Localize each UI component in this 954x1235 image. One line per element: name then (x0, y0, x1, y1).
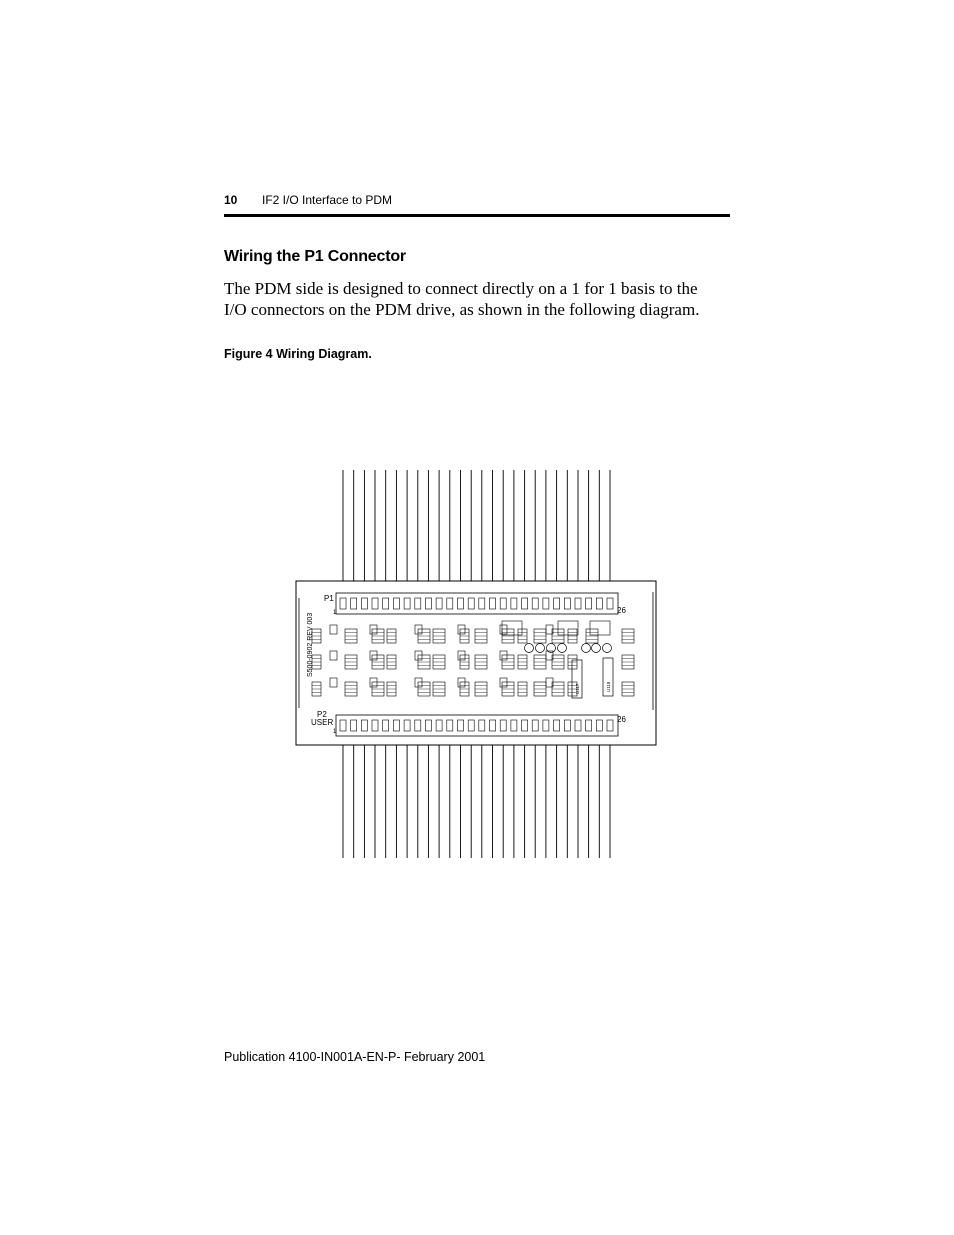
body-paragraph: The PDM side is designed to connect directly on a 1 for 1 basis to the I/O connectors on the PDM drive, as shown in the following diagram. (224, 279, 700, 319)
chip-u117-label: U117 (575, 683, 580, 694)
p2-label: P2 (317, 710, 327, 719)
p2-pin-last: 26 (617, 715, 626, 724)
p2-wires (343, 727, 610, 858)
section-title: Wiring the P1 Connector (224, 248, 406, 265)
running-title: IF2 I/O Interface to PDM (262, 193, 393, 207)
p1-label: P1 (324, 594, 334, 603)
publication-footer: Publication 4100-IN001A-EN-P- February 2001 (224, 1050, 486, 1064)
figure-caption: Figure 4 Wiring Diagram. (224, 347, 372, 361)
page-number: 10 (224, 193, 238, 207)
p1-pin-first: 1 (333, 610, 337, 616)
user-label: USER (311, 718, 334, 727)
page-header (224, 193, 730, 209)
board-side-label: S500-0902 REV 003 (307, 612, 314, 677)
header-rule (224, 214, 730, 217)
chip-u118-label: U118 (606, 681, 611, 692)
wiring-diagram (290, 465, 662, 865)
p1-pin-last: 26 (617, 606, 626, 615)
p2-pin-first: 1 (333, 729, 337, 735)
